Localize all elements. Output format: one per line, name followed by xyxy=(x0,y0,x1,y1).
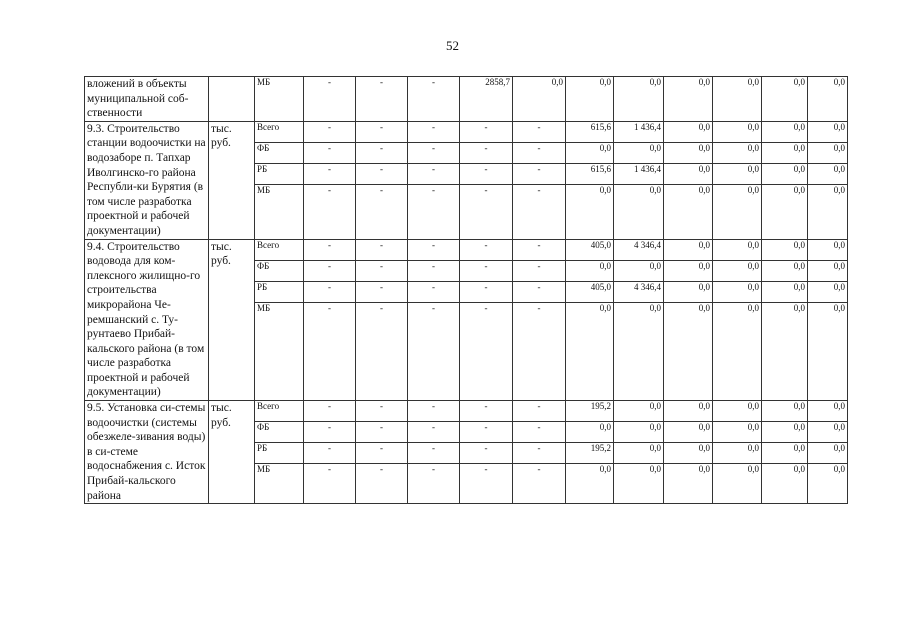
value-cell: 195,2 xyxy=(566,401,614,422)
value-cell: 195,2 xyxy=(566,443,614,464)
value-cell: - xyxy=(460,163,513,184)
value-cell: - xyxy=(460,142,513,163)
value-cell: - xyxy=(513,422,566,443)
value-cell: 0,0 xyxy=(566,422,614,443)
value-cell: - xyxy=(460,443,513,464)
value-cell: 0,0 xyxy=(614,443,664,464)
value-cell: 0,0 xyxy=(713,260,762,281)
value-cell: - xyxy=(304,401,356,422)
value-cell: 0,0 xyxy=(664,464,713,504)
value-cell: - xyxy=(356,464,408,504)
value-cell: - xyxy=(304,184,356,239)
value-cell: 615,6 xyxy=(566,121,614,142)
value-cell: 0,0 xyxy=(808,281,848,302)
value-cell: 0,0 xyxy=(808,302,848,401)
value-cell: - xyxy=(408,302,460,401)
value-cell: 0,0 xyxy=(713,163,762,184)
value-cell: 615,6 xyxy=(566,163,614,184)
value-cell: 0,0 xyxy=(664,260,713,281)
activity-name-cell: 9.5. Установка си-стемы водоочистки (системы обезжеле-зивания воды) в си-стеме водоснабжения с. Исток Прибай-кальского района xyxy=(85,401,209,504)
value-cell: - xyxy=(460,302,513,401)
value-cell: - xyxy=(408,77,460,122)
value-cell: - xyxy=(513,401,566,422)
value-cell: 0,0 xyxy=(713,302,762,401)
funding-source-cell: РБ xyxy=(255,443,304,464)
funding-source-cell: РБ xyxy=(255,163,304,184)
value-cell: - xyxy=(304,121,356,142)
funding-source-cell: ФБ xyxy=(255,260,304,281)
value-cell: 0,0 xyxy=(808,464,848,504)
value-cell: - xyxy=(304,302,356,401)
unit-cell: тыс. руб. xyxy=(209,401,255,504)
value-cell: - xyxy=(513,142,566,163)
value-cell: 0,0 xyxy=(713,422,762,443)
value-cell: 2858,7 xyxy=(460,77,513,122)
value-cell: 0,0 xyxy=(713,121,762,142)
table-row xyxy=(85,239,848,260)
value-cell: - xyxy=(408,163,460,184)
value-cell: 0,0 xyxy=(713,464,762,504)
unit-cell: тыс. руб. xyxy=(209,239,255,401)
value-cell: 0,0 xyxy=(664,142,713,163)
value-cell: - xyxy=(356,142,408,163)
value-cell: 0,0 xyxy=(808,443,848,464)
value-cell: 0,0 xyxy=(713,401,762,422)
value-cell: - xyxy=(356,422,408,443)
value-cell: 0,0 xyxy=(713,443,762,464)
value-cell: 0,0 xyxy=(566,184,614,239)
funding-source-cell: РБ xyxy=(255,281,304,302)
value-cell: 0,0 xyxy=(762,422,808,443)
value-cell: 0,0 xyxy=(762,443,808,464)
funding-source-cell: ФБ xyxy=(255,142,304,163)
value-cell: 0,0 xyxy=(566,464,614,504)
value-cell: - xyxy=(304,163,356,184)
unit-cell: тыс. руб. xyxy=(209,121,255,239)
value-cell: 0,0 xyxy=(614,260,664,281)
value-cell: - xyxy=(408,443,460,464)
funding-source-cell: Всего xyxy=(255,121,304,142)
value-cell: - xyxy=(304,239,356,260)
value-cell: 0,0 xyxy=(614,302,664,401)
activity-name-cell: 9.4. Строительство водовода для ком-плексного жилищно-го строительства микрорайона Че-ремшанский с. Ту-рунтаево Прибай-кальского района (в том числе разработка проектной и рабочей документации) xyxy=(85,239,209,401)
value-cell: 4 346,4 xyxy=(614,281,664,302)
value-cell: - xyxy=(304,422,356,443)
value-cell: - xyxy=(460,464,513,504)
value-cell: 0,0 xyxy=(513,77,566,122)
value-cell: - xyxy=(513,184,566,239)
budget-table xyxy=(84,76,848,504)
value-cell: 0,0 xyxy=(762,121,808,142)
value-cell: 4 346,4 xyxy=(614,239,664,260)
value-cell: - xyxy=(356,163,408,184)
value-cell: - xyxy=(356,260,408,281)
value-cell: - xyxy=(408,464,460,504)
value-cell: 0,0 xyxy=(614,422,664,443)
value-cell: 0,0 xyxy=(713,77,762,122)
value-cell: - xyxy=(460,121,513,142)
value-cell: - xyxy=(513,302,566,401)
value-cell: 0,0 xyxy=(808,121,848,142)
table-row xyxy=(85,77,848,122)
value-cell: 0,0 xyxy=(664,121,713,142)
value-cell: 0,0 xyxy=(566,142,614,163)
value-cell: - xyxy=(304,77,356,122)
value-cell: - xyxy=(408,142,460,163)
value-cell: 0,0 xyxy=(762,302,808,401)
value-cell: 0,0 xyxy=(713,184,762,239)
value-cell: 0,0 xyxy=(566,302,614,401)
value-cell: 0,0 xyxy=(566,260,614,281)
funding-source-cell: Всего xyxy=(255,239,304,260)
value-cell: 0,0 xyxy=(664,184,713,239)
value-cell: 0,0 xyxy=(614,184,664,239)
activity-name-cell: 9.3. Строительство станции водоочистки на водозаборе п. Тапхар Иволгинско-го района Республи-ки Бурятия (в том числе разработка проектной и рабочей документации) xyxy=(85,121,209,239)
value-cell: 0,0 xyxy=(762,163,808,184)
value-cell: - xyxy=(513,443,566,464)
table-row xyxy=(85,121,848,142)
value-cell: - xyxy=(408,260,460,281)
value-cell: 0,0 xyxy=(664,443,713,464)
funding-source-cell: МБ xyxy=(255,464,304,504)
value-cell: 0,0 xyxy=(614,142,664,163)
funding-source-cell: Всего xyxy=(255,401,304,422)
value-cell: 0,0 xyxy=(762,401,808,422)
value-cell: 0,0 xyxy=(808,184,848,239)
value-cell: 0,0 xyxy=(713,281,762,302)
value-cell: 0,0 xyxy=(713,239,762,260)
funding-source-cell: МБ xyxy=(255,77,304,122)
value-cell: - xyxy=(408,422,460,443)
value-cell: - xyxy=(408,401,460,422)
value-cell: 0,0 xyxy=(808,163,848,184)
value-cell: - xyxy=(513,163,566,184)
value-cell: - xyxy=(356,184,408,239)
value-cell: - xyxy=(356,239,408,260)
value-cell: - xyxy=(460,260,513,281)
value-cell: - xyxy=(513,239,566,260)
value-cell: - xyxy=(408,239,460,260)
value-cell: - xyxy=(356,281,408,302)
value-cell: - xyxy=(356,77,408,122)
activity-name-cell: вложений в объекты муниципальной соб-ственности xyxy=(85,77,209,122)
value-cell: 0,0 xyxy=(808,422,848,443)
value-cell: 0,0 xyxy=(762,142,808,163)
table-row xyxy=(85,401,848,422)
value-cell: 0,0 xyxy=(664,163,713,184)
value-cell: 0,0 xyxy=(808,142,848,163)
value-cell: 0,0 xyxy=(664,239,713,260)
value-cell: - xyxy=(304,281,356,302)
value-cell: 0,0 xyxy=(566,77,614,122)
value-cell: 1 436,4 xyxy=(614,121,664,142)
value-cell: - xyxy=(356,443,408,464)
value-cell: 0,0 xyxy=(808,239,848,260)
page-number: 52 xyxy=(446,38,459,53)
value-cell: 0,0 xyxy=(664,281,713,302)
value-cell: - xyxy=(513,121,566,142)
value-cell: - xyxy=(304,260,356,281)
value-cell: 0,0 xyxy=(614,401,664,422)
funding-source-cell: ФБ xyxy=(255,422,304,443)
value-cell: 0,0 xyxy=(762,239,808,260)
value-cell: 0,0 xyxy=(664,77,713,122)
value-cell: 0,0 xyxy=(762,77,808,122)
value-cell: - xyxy=(460,281,513,302)
value-cell: - xyxy=(408,121,460,142)
value-cell: 0,0 xyxy=(614,464,664,504)
value-cell: - xyxy=(356,121,408,142)
value-cell: - xyxy=(356,401,408,422)
unit-cell xyxy=(209,77,255,122)
value-cell: - xyxy=(460,422,513,443)
value-cell: - xyxy=(304,443,356,464)
value-cell: 0,0 xyxy=(664,401,713,422)
value-cell: 0,0 xyxy=(664,422,713,443)
value-cell: 0,0 xyxy=(762,184,808,239)
value-cell: 0,0 xyxy=(762,464,808,504)
funding-source-cell: МБ xyxy=(255,184,304,239)
value-cell: 0,0 xyxy=(664,302,713,401)
value-cell: - xyxy=(304,142,356,163)
value-cell: 405,0 xyxy=(566,239,614,260)
value-cell: 0,0 xyxy=(808,401,848,422)
value-cell: - xyxy=(356,302,408,401)
value-cell: - xyxy=(408,184,460,239)
value-cell: - xyxy=(304,464,356,504)
value-cell: 405,0 xyxy=(566,281,614,302)
value-cell: 0,0 xyxy=(762,260,808,281)
value-cell: 0,0 xyxy=(713,142,762,163)
value-cell: - xyxy=(460,184,513,239)
value-cell: 0,0 xyxy=(808,77,848,122)
value-cell: 1 436,4 xyxy=(614,163,664,184)
value-cell: - xyxy=(460,239,513,260)
value-cell: - xyxy=(513,281,566,302)
value-cell: 0,0 xyxy=(614,77,664,122)
value-cell: 0,0 xyxy=(762,281,808,302)
value-cell: - xyxy=(460,401,513,422)
funding-source-cell: МБ xyxy=(255,302,304,401)
value-cell: 0,0 xyxy=(808,260,848,281)
value-cell: - xyxy=(513,464,566,504)
value-cell: - xyxy=(513,260,566,281)
value-cell: - xyxy=(408,281,460,302)
